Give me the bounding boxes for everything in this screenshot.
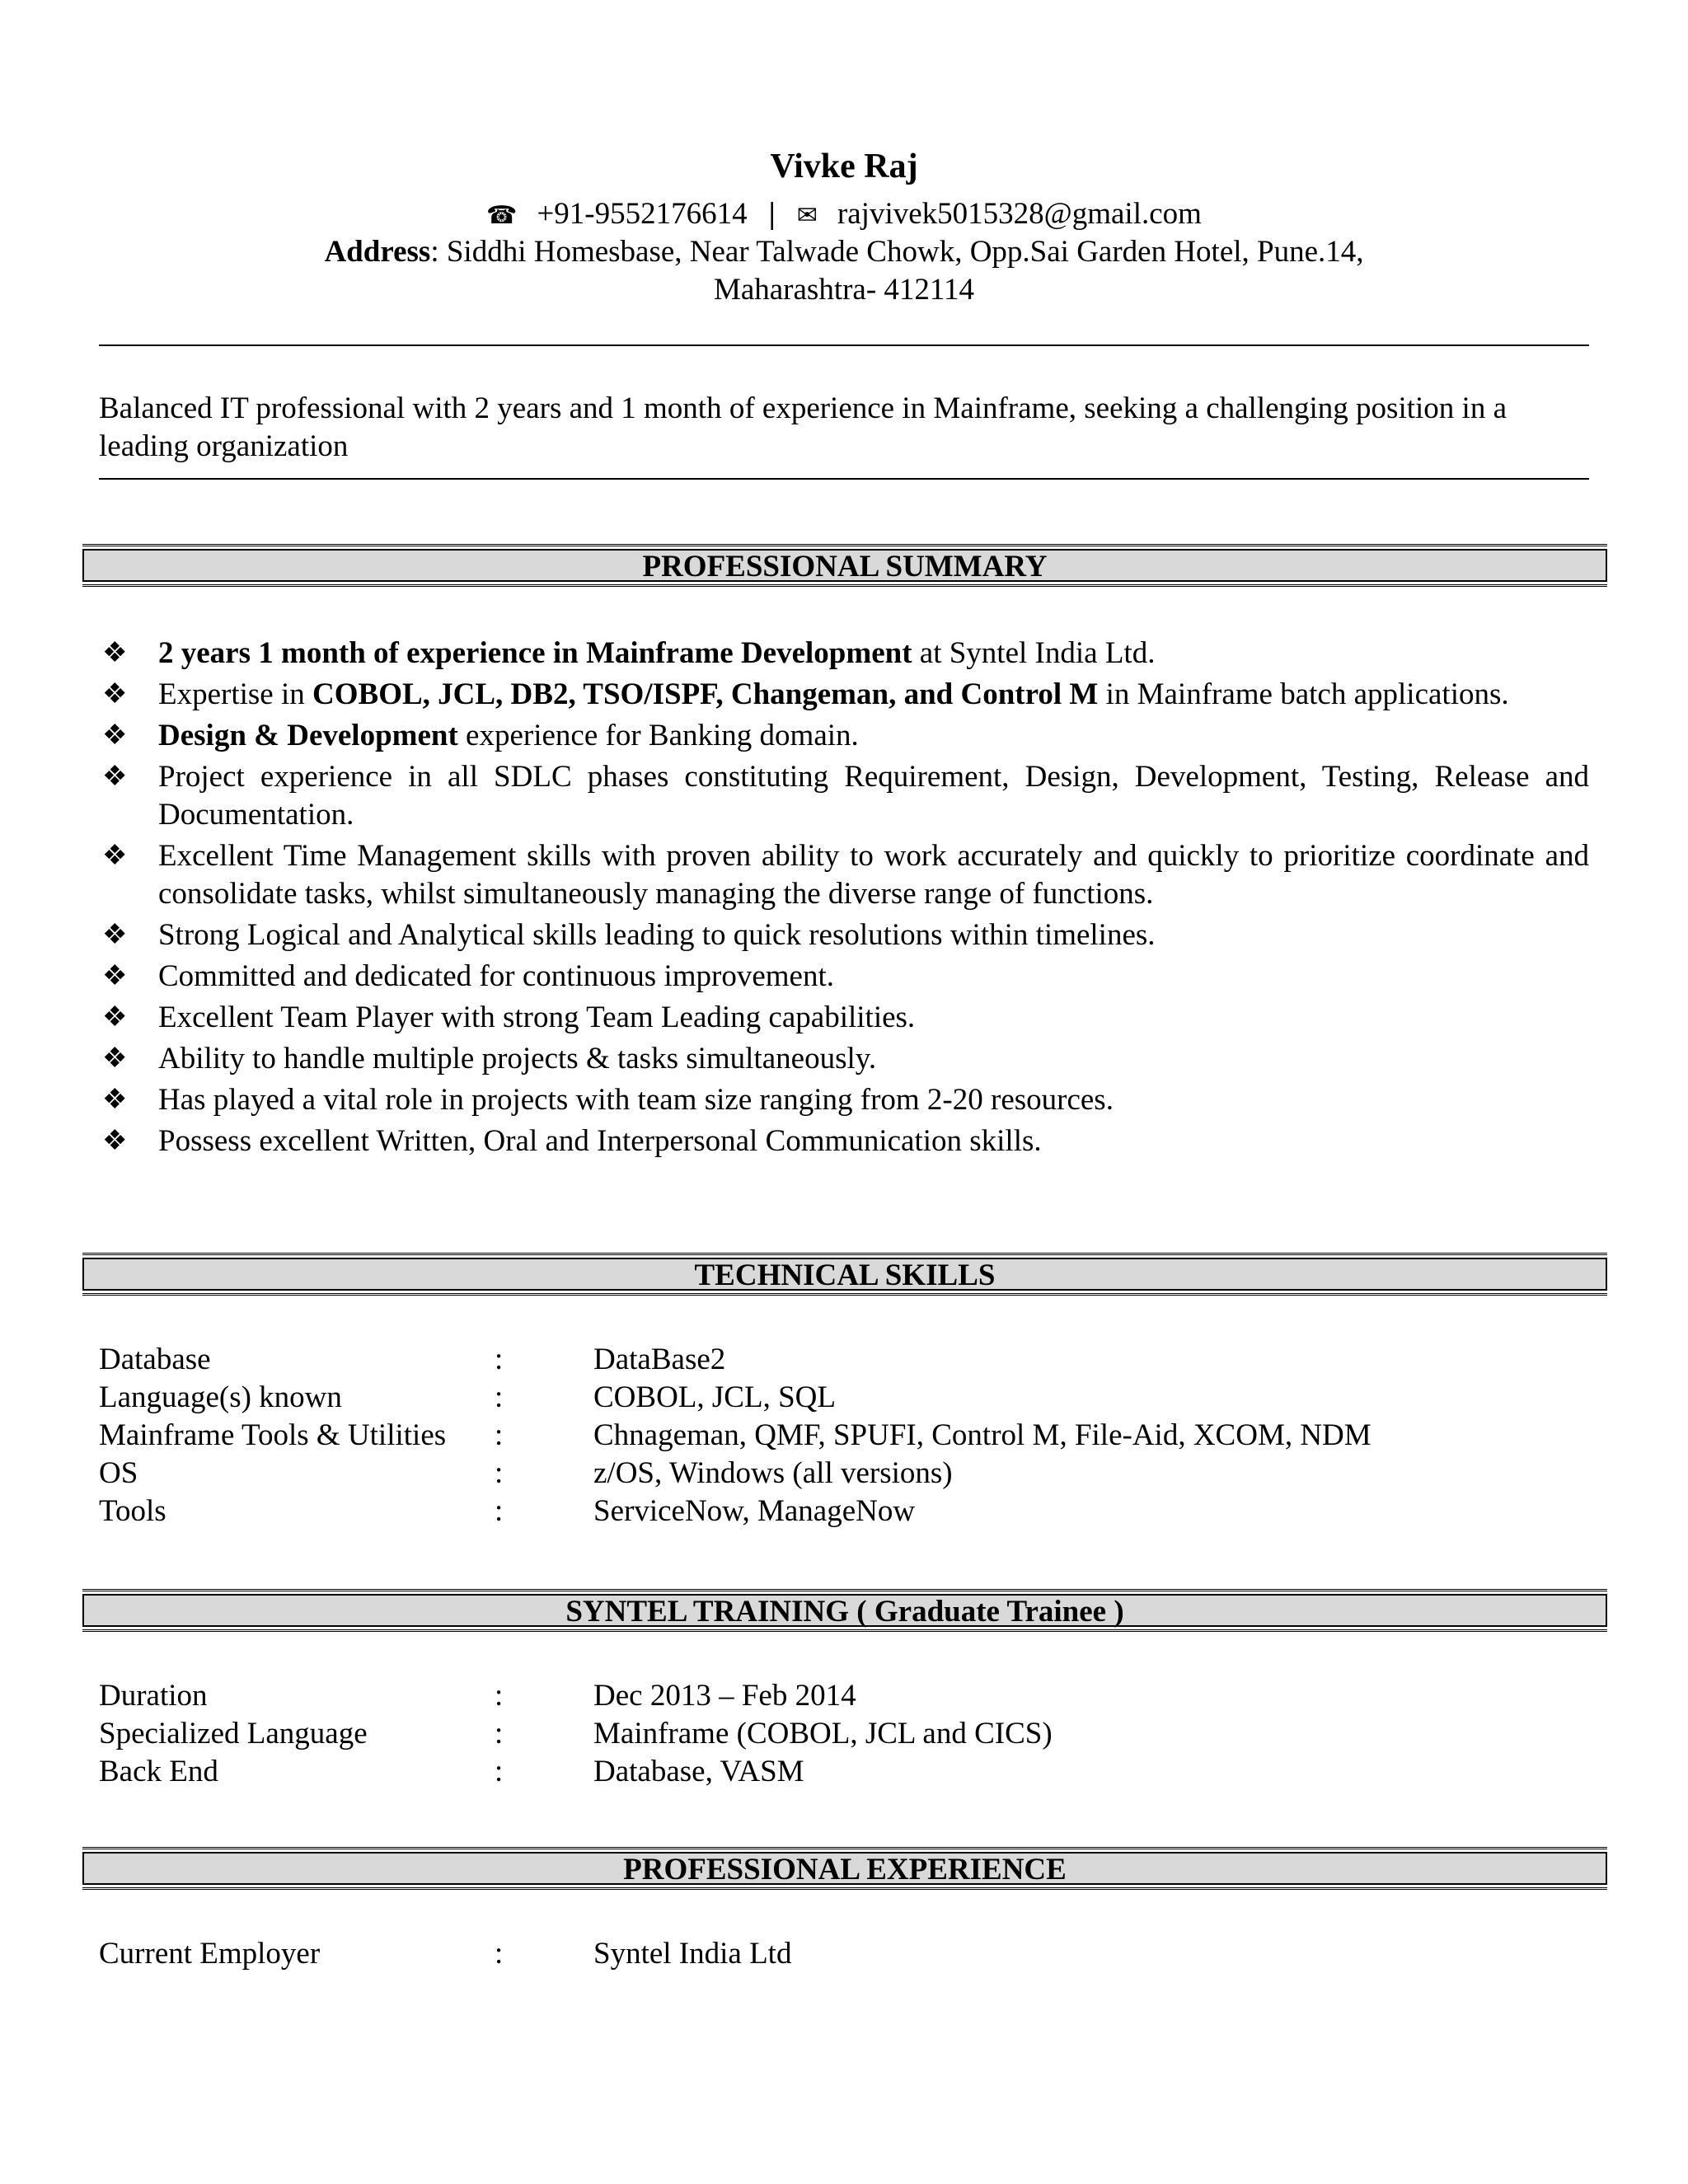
skill-row — [99, 1341, 1589, 1379]
training-row — [99, 1677, 1589, 1715]
field-label: Database — [99, 1343, 211, 1376]
phone-number: +91-9552176614 — [537, 197, 748, 231]
summary-text: in Mainframe batch applications. — [1098, 677, 1509, 711]
skill-row — [99, 1493, 1589, 1530]
field-label: Mainframe Tools & Utilities — [99, 1418, 447, 1452]
summary-text: Strong Logical and Analytical skills leading to quick resolutions within timelines. — [158, 918, 1156, 952]
field-value: z/OS, Windows (all versions) — [593, 1456, 953, 1490]
summary-text: Has played a vital role in projects with team size ranging from 2-20 resources. — [158, 1083, 1114, 1117]
section-header-training — [82, 1589, 1607, 1632]
field-label: Duration — [99, 1679, 208, 1713]
field-value: Chnageman, QMF, SPUFI, Control M, File-Aid, XCOM, NDM — [593, 1418, 1372, 1452]
diamond-bullet-icon: ❖ — [102, 961, 128, 991]
divider — [99, 478, 1589, 480]
candidate-name: Vivke Raj — [770, 148, 918, 185]
field-colon: : — [495, 1937, 504, 1971]
address-text: : Siddhi Homesbase, Near Talwade Chowk, Opp.Sai Garden Hotel, Pune.14, — [430, 235, 1364, 269]
section-title: TECHNICAL SKILLS — [82, 1258, 1607, 1291]
summary-item — [99, 635, 1589, 673]
field-label: Language(s) known — [99, 1380, 342, 1414]
section-title: PROFESSIONAL SUMMARY — [82, 549, 1607, 582]
field-colon: : — [495, 1380, 504, 1414]
section-title: SYNTEL TRAINING ( Graduate Trainee ) — [82, 1594, 1607, 1627]
field-value: ServiceNow, ManageNow — [593, 1494, 916, 1528]
section-title: PROFESSIONAL EXPERIENCE — [82, 1852, 1607, 1885]
summary-item — [99, 1081, 1589, 1119]
field-colon: : — [495, 1456, 504, 1490]
field-value: COBOL, JCL, SQL — [593, 1380, 836, 1414]
experience-table — [99, 1935, 1589, 1973]
summary-text: Expertise in — [158, 677, 313, 711]
field-label: Back End — [99, 1755, 218, 1788]
envelope-icon: ✉ — [796, 202, 818, 229]
field-label: Specialized Language — [99, 1717, 368, 1750]
field-colon: : — [495, 1717, 504, 1750]
summary-highlight: 2 years 1 month of experience in Mainframe Development — [158, 636, 912, 670]
summary-item — [99, 837, 1589, 913]
skills-table — [99, 1341, 1589, 1530]
summary-text: Committed and dedicated for continuous improvement. — [158, 959, 834, 993]
experience-row — [99, 1935, 1589, 1973]
email-address: rajvivek5015328@gmail.com — [837, 197, 1202, 231]
summary-highlight: Design & Development — [158, 719, 458, 752]
summary-item — [99, 717, 1589, 755]
diamond-bullet-icon: ❖ — [102, 638, 128, 668]
phone-icon: ☎ — [486, 202, 518, 229]
diamond-bullet-icon: ❖ — [102, 762, 128, 792]
objective-text: Balanced IT professional with 2 years and 1 month of experience in Mainframe, seeking a challenging position in a leading organization — [99, 391, 1507, 463]
address-label: Address — [324, 235, 431, 269]
field-value: Mainframe (COBOL, JCL and CICS) — [593, 1717, 1053, 1750]
address-line-1 — [0, 234, 1688, 269]
address-line-2: Maharashtra- 412114 — [713, 273, 975, 307]
summary-item — [99, 758, 1589, 834]
summary-highlight: COBOL, JCL, DB2, TSO/ISPF, Changeman, and Control M — [312, 677, 1099, 711]
section-header-skills — [82, 1253, 1607, 1296]
divider — [99, 344, 1589, 346]
diamond-bullet-icon: ❖ — [102, 841, 128, 871]
contact-separator: | — [768, 197, 776, 231]
summary-item — [99, 916, 1589, 954]
summary-item — [99, 1122, 1589, 1160]
summary-item — [99, 958, 1589, 996]
field-label: OS — [99, 1456, 138, 1490]
field-value: DataBase2 — [593, 1343, 726, 1376]
summary-text: Project experience in all SDLC phases constituting Requirement, Design, Development, Testing, Release and Documentation. — [158, 760, 1589, 832]
diamond-bullet-icon: ❖ — [102, 1043, 128, 1074]
field-colon: : — [495, 1679, 504, 1713]
field-label: Tools — [99, 1494, 166, 1528]
diamond-bullet-icon: ❖ — [102, 1126, 128, 1156]
diamond-bullet-icon: ❖ — [102, 679, 128, 710]
skill-row — [99, 1379, 1589, 1417]
field-value: Syntel India Ltd — [593, 1937, 792, 1971]
field-colon: : — [495, 1494, 504, 1528]
training-row — [99, 1715, 1589, 1753]
summary-text: at Syntel India Ltd. — [912, 636, 1156, 670]
summary-item — [99, 676, 1589, 714]
summary-text: Possess excellent Written, Oral and Interpersonal Communication skills. — [158, 1124, 1042, 1158]
contact-line — [0, 196, 1688, 232]
summary-item — [99, 999, 1589, 1037]
summary-text: Excellent Time Management skills with proven ability to work accurately and quickly to prioritize coordinate and consolidate tasks, whilst simultaneously managing the diverse range of functions. — [158, 839, 1589, 911]
field-value: Database, VASM — [593, 1755, 804, 1788]
section-header-experience — [82, 1847, 1607, 1890]
training-row — [99, 1753, 1589, 1791]
summary-text: Ability to handle multiple projects & tasks simultaneously. — [158, 1042, 877, 1076]
summary-item — [99, 1040, 1589, 1078]
field-colon: : — [495, 1755, 504, 1788]
field-colon: : — [495, 1418, 504, 1452]
diamond-bullet-icon: ❖ — [102, 720, 128, 751]
summary-text: Excellent Team Player with strong Team Leading capabilities. — [158, 1001, 916, 1034]
summary-list — [99, 635, 1589, 1164]
diamond-bullet-icon: ❖ — [102, 920, 128, 950]
skill-row — [99, 1417, 1589, 1455]
diamond-bullet-icon: ❖ — [102, 1002, 128, 1033]
section-header-summary — [82, 544, 1607, 587]
field-label: Current Employer — [99, 1937, 321, 1971]
field-colon: : — [495, 1343, 504, 1376]
diamond-bullet-icon: ❖ — [102, 1085, 128, 1115]
field-value: Dec 2013 – Feb 2014 — [593, 1679, 856, 1713]
skill-row — [99, 1455, 1589, 1493]
summary-text: experience for Banking domain. — [457, 719, 859, 752]
training-table — [99, 1677, 1589, 1791]
